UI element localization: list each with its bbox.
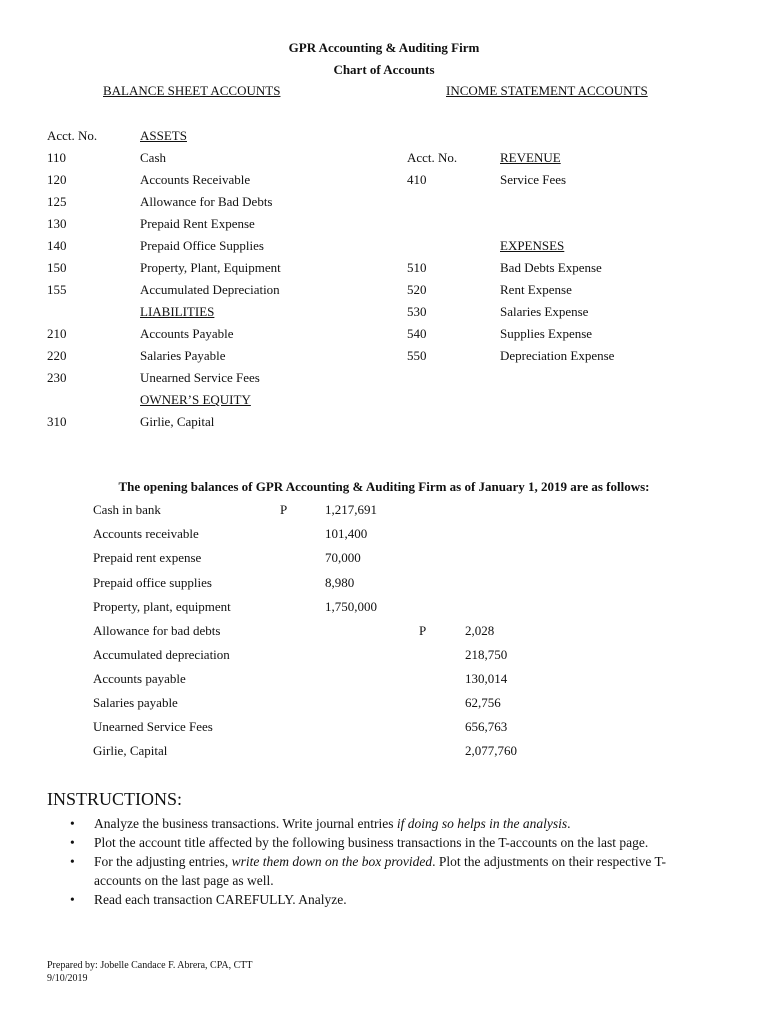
opening-balances-heading: The opening balances of GPR Accounting & Auditing Firm as of January 1, 2019 are as follows: bbox=[118, 479, 650, 494]
balance-amount: 2,028 bbox=[465, 623, 495, 638]
currency-symbol: P bbox=[280, 502, 288, 517]
balance-label: Allowance for bad debts bbox=[93, 623, 221, 638]
acct-no: 410 bbox=[407, 172, 427, 187]
instruction-item bbox=[50, 852, 710, 890]
acct-name: Unearned Service Fees bbox=[140, 370, 260, 385]
instruction-text-end: . bbox=[567, 816, 571, 831]
instruction-item bbox=[50, 833, 710, 852]
instruction-item bbox=[50, 814, 710, 833]
acct-name: Allowance for Bad Debts bbox=[140, 194, 273, 209]
instructions-title: INSTRUCTIONS: bbox=[47, 789, 183, 809]
balance-amount: 218,750 bbox=[465, 647, 508, 662]
acct-name: Cash bbox=[140, 150, 166, 165]
acct-name: Accumulated Depreciation bbox=[140, 282, 280, 297]
balance-sheet-heading: BALANCE SHEET ACCOUNTS bbox=[103, 83, 281, 98]
acct-no: 510 bbox=[407, 260, 427, 275]
balance-amount: 70,000 bbox=[325, 550, 361, 565]
balance-amount: 130,014 bbox=[465, 671, 508, 686]
acct-no: 530 bbox=[407, 304, 427, 319]
balance-label: Salaries payable bbox=[93, 695, 178, 710]
instruction-text: For the adjusting entries, bbox=[94, 854, 232, 869]
instruction-item bbox=[50, 890, 710, 909]
balance-label: Prepaid rent expense bbox=[93, 550, 202, 565]
acct-name: Property, Plant, Equipment bbox=[140, 260, 281, 275]
balance-amount: 656,763 bbox=[465, 719, 508, 734]
acct-no-header: Acct. No. bbox=[47, 128, 98, 143]
instruction-text-end: . Plot the adjustments on their respective T-accounts on the last page as well. bbox=[94, 854, 667, 888]
bullet-icon: • bbox=[70, 816, 75, 831]
balance-label: Property, plant, equipment bbox=[93, 599, 231, 614]
balance-label: Girlie, Capital bbox=[93, 743, 168, 758]
prepared-by: Prepared by: Jobelle Candace F. Abrera, CPA, CTT bbox=[47, 960, 253, 971]
balance-amount: 1,750,000 bbox=[325, 599, 377, 614]
acct-name: Bad Debts Expense bbox=[500, 260, 602, 275]
balance-amount: 62,756 bbox=[465, 695, 501, 710]
is-acct-no-header: Acct. No. bbox=[407, 150, 458, 165]
acct-name: Salaries Expense bbox=[500, 304, 589, 319]
balance-amount: 101,400 bbox=[325, 526, 368, 541]
acct-no: 220 bbox=[47, 348, 67, 363]
acct-name: Prepaid Office Supplies bbox=[140, 238, 264, 253]
section-heading-revenue: REVENUE bbox=[500, 150, 561, 165]
income-statement-heading: INCOME STATEMENT ACCOUNTS bbox=[446, 83, 648, 98]
firm-title: GPR Accounting & Auditing Firm bbox=[288, 40, 480, 55]
doc-title: Chart of Accounts bbox=[333, 62, 435, 77]
instruction-text: Read each transaction CAREFULLY. Analyze. bbox=[94, 892, 347, 907]
acct-name: Depreciation Expense bbox=[500, 348, 615, 363]
section-heading-assets: ASSETS bbox=[140, 128, 187, 143]
bullet-icon: • bbox=[70, 854, 75, 869]
instructions-list bbox=[50, 814, 710, 909]
acct-no: 130 bbox=[47, 216, 67, 231]
acct-name: Service Fees bbox=[500, 172, 567, 187]
balance-label: Accounts payable bbox=[93, 671, 186, 686]
acct-no: 120 bbox=[47, 172, 67, 187]
acct-name: Supplies Expense bbox=[500, 326, 593, 341]
acct-name: Salaries Payable bbox=[140, 348, 226, 363]
acct-no: 155 bbox=[47, 282, 67, 297]
acct-no: 310 bbox=[47, 414, 67, 429]
acct-no: 125 bbox=[47, 194, 67, 209]
bullet-icon: • bbox=[70, 892, 75, 907]
balance-amount: 2,077,760 bbox=[465, 743, 517, 758]
bullet-icon: • bbox=[70, 835, 75, 850]
acct-no: 140 bbox=[47, 238, 67, 253]
acct-no: 230 bbox=[47, 370, 67, 385]
acct-name: Girlie, Capital bbox=[140, 414, 215, 429]
instruction-text: Analyze the business transactions. Write journal entries bbox=[94, 816, 397, 831]
acct-name: Prepaid Rent Expense bbox=[140, 216, 255, 231]
acct-name: Accounts Receivable bbox=[140, 172, 251, 187]
balance-label: Accumulated depreciation bbox=[93, 647, 230, 662]
acct-no: 150 bbox=[47, 260, 67, 275]
balance-label: Unearned Service Fees bbox=[93, 719, 213, 734]
balance-label: Prepaid office supplies bbox=[93, 575, 212, 590]
section-heading-expenses: EXPENSES bbox=[500, 238, 565, 253]
currency-symbol: P bbox=[419, 623, 427, 638]
balance-label: Accounts receivable bbox=[93, 526, 199, 541]
acct-no: 550 bbox=[407, 348, 427, 363]
balance-amount: 8,980 bbox=[325, 575, 355, 590]
acct-no: 540 bbox=[407, 326, 427, 341]
acct-no: 520 bbox=[407, 282, 427, 297]
instruction-emphasis: write them down on the box provided bbox=[231, 854, 433, 869]
balance-amount: 1,217,691 bbox=[325, 502, 377, 517]
instruction-text: Plot the account title affected by the following business transactions in the T-accounts on the last page. bbox=[94, 835, 649, 850]
section-heading-equity: OWNER’S EQUITY bbox=[140, 392, 251, 407]
section-heading-liabilities: LIABILITIES bbox=[140, 304, 215, 319]
acct-name: Accounts Payable bbox=[140, 326, 234, 341]
balance-label: Cash in bank bbox=[93, 502, 161, 517]
footer-date: 9/10/2019 bbox=[47, 973, 88, 984]
acct-no: 210 bbox=[47, 326, 67, 341]
instruction-emphasis: if doing so helps in the analysis bbox=[396, 816, 568, 831]
acct-no: 110 bbox=[47, 150, 67, 165]
acct-name: Rent Expense bbox=[500, 282, 572, 297]
